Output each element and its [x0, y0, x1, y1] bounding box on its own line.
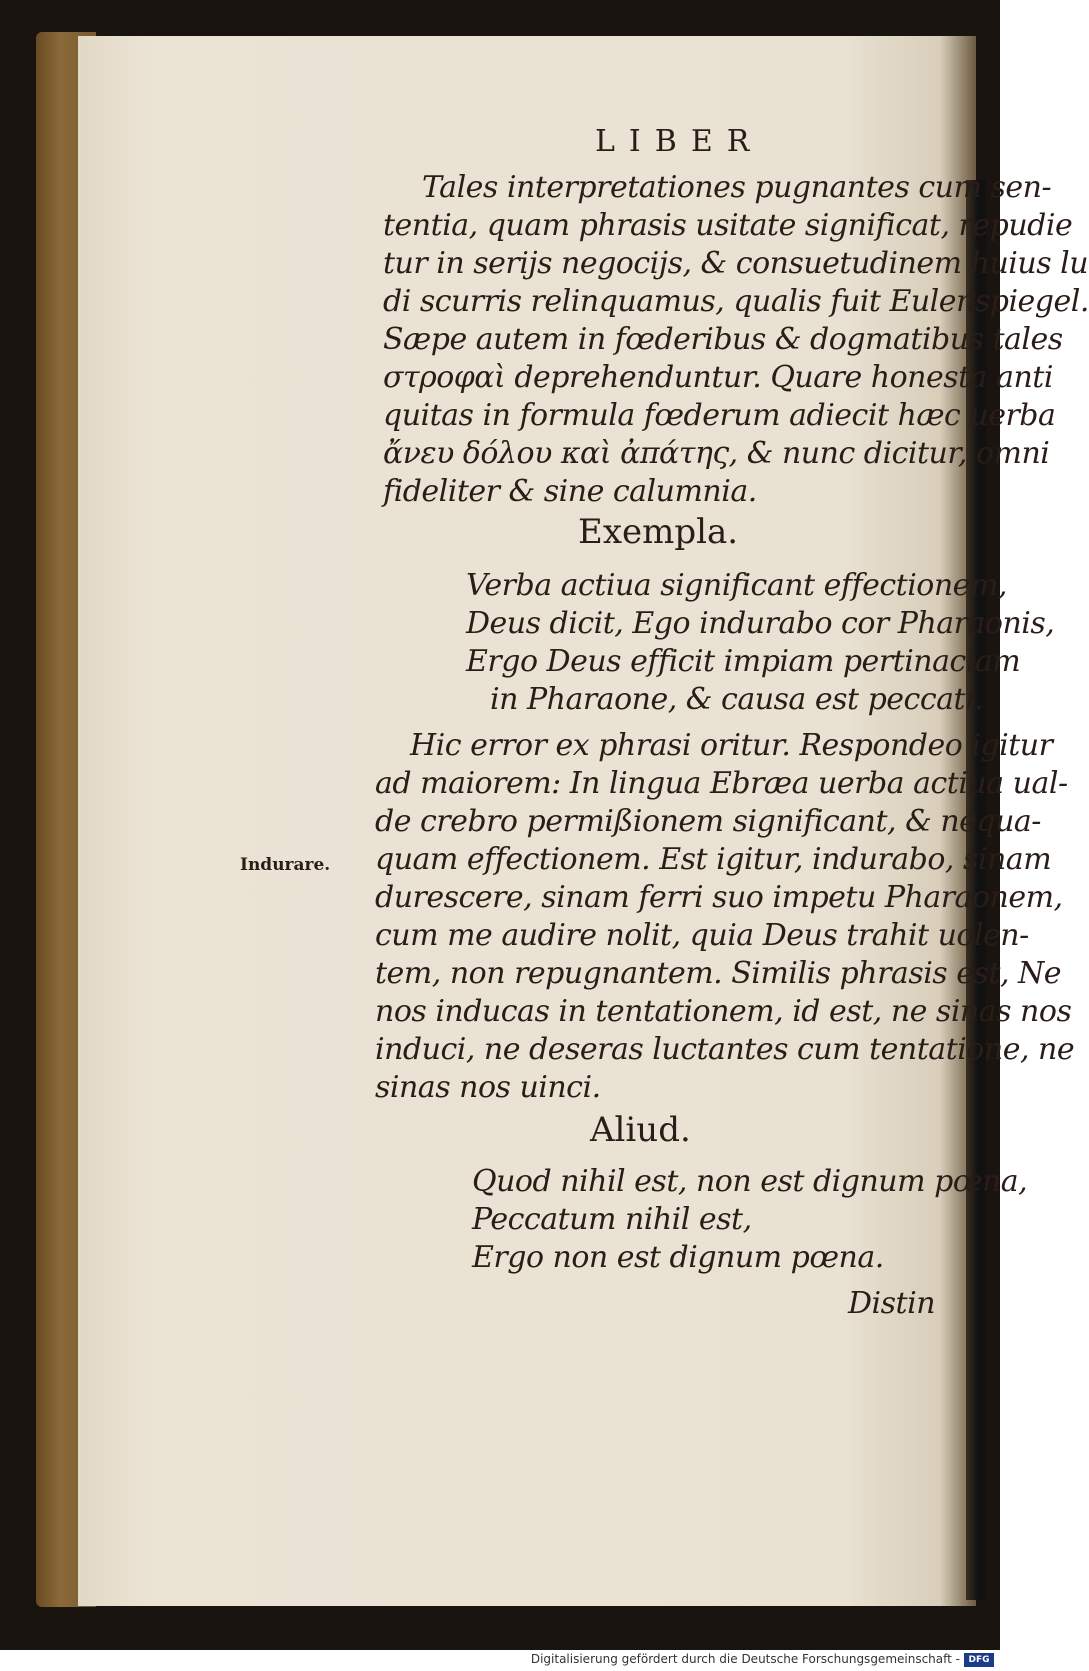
text-line: cum me audire nolit, quia Deus trahit uolen- — [375, 918, 1029, 953]
text-line: durescere, sinam ferri suo impetu Pharaonem, — [375, 880, 1063, 915]
syllogism-line: Quod nihil est, non est dignum pœna, — [472, 1164, 1028, 1199]
footer-bar — [0, 1650, 1000, 1671]
text-line: tur in serijs negocijs, & consuetudinem huius lu — [383, 246, 1089, 281]
dfg-credit: Digitalisierung gefördert durch die Deutsche Forschungsgemeinschaft - — [530, 1652, 960, 1666]
text-line: Sæpe autem in fœderibus & dogmatibus tales — [383, 322, 1063, 357]
text-line: ad maiorem: In lingua Ebræa uerba actiua ual- — [375, 766, 1068, 801]
text-line: tem, non repugnantem. Similis phrasis est, Ne — [375, 956, 1062, 991]
syllogism-line: Deus dicit, Ego indurabo cor Pharaonis, — [466, 606, 1055, 641]
running-header: LIBER — [595, 124, 764, 159]
syllogism-line: Verba actiua significant effectionem, — [466, 568, 1007, 603]
syllogism-line: Ergo non est dignum pœna. — [472, 1240, 884, 1275]
text-line: Tales interpretationes pugnantes cum sen- — [422, 170, 1052, 205]
dfg-logo: DFG — [964, 1653, 994, 1667]
text-line: induci, ne deseras luctantes cum tentatione, ne — [375, 1032, 1075, 1067]
catchword: Distin — [848, 1286, 936, 1321]
section-heading-exempla: Exempla. — [578, 512, 739, 552]
text-line: quam effectionem. Est igitur, indurabo, sinam — [375, 842, 1052, 877]
text-line: ἄνευ δόλου καὶ ἀπάτης, & nunc dicitur, omni — [383, 436, 1050, 471]
text-line: στροφαὶ deprehenduntur. Quare honesta anti — [383, 360, 1053, 395]
syllogism-line: Peccatum nihil est, — [472, 1202, 752, 1237]
section-heading-aliud: Aliud. — [590, 1110, 691, 1150]
text-line: Hic error ex phrasi oritur. Respondeo igitur — [410, 728, 1053, 763]
text-line: di scurris relinquamus, qualis fuit Eulenspiegel. — [383, 284, 1089, 319]
text-line: nos inducas in tentationem, id est, ne sinas nos — [375, 994, 1072, 1029]
syllogism-line: Ergo Deus efficit impiam pertinaciam — [466, 644, 1021, 679]
text-line: quitas in formula fœderum adiecit hæc uerba — [383, 398, 1056, 433]
text-line: sinas nos uinci. — [375, 1070, 601, 1105]
syllogism-line: in Pharaone, & causa est peccati. — [490, 682, 984, 717]
text-line: de crebro permißionem significant, & nequa- — [375, 804, 1041, 839]
text-line: fideliter & sine calumnia. — [383, 474, 757, 509]
margin-note: Indurare. — [240, 855, 331, 875]
text-line: tentia, quam phrasis usitate significat, repudie — [383, 208, 1073, 243]
